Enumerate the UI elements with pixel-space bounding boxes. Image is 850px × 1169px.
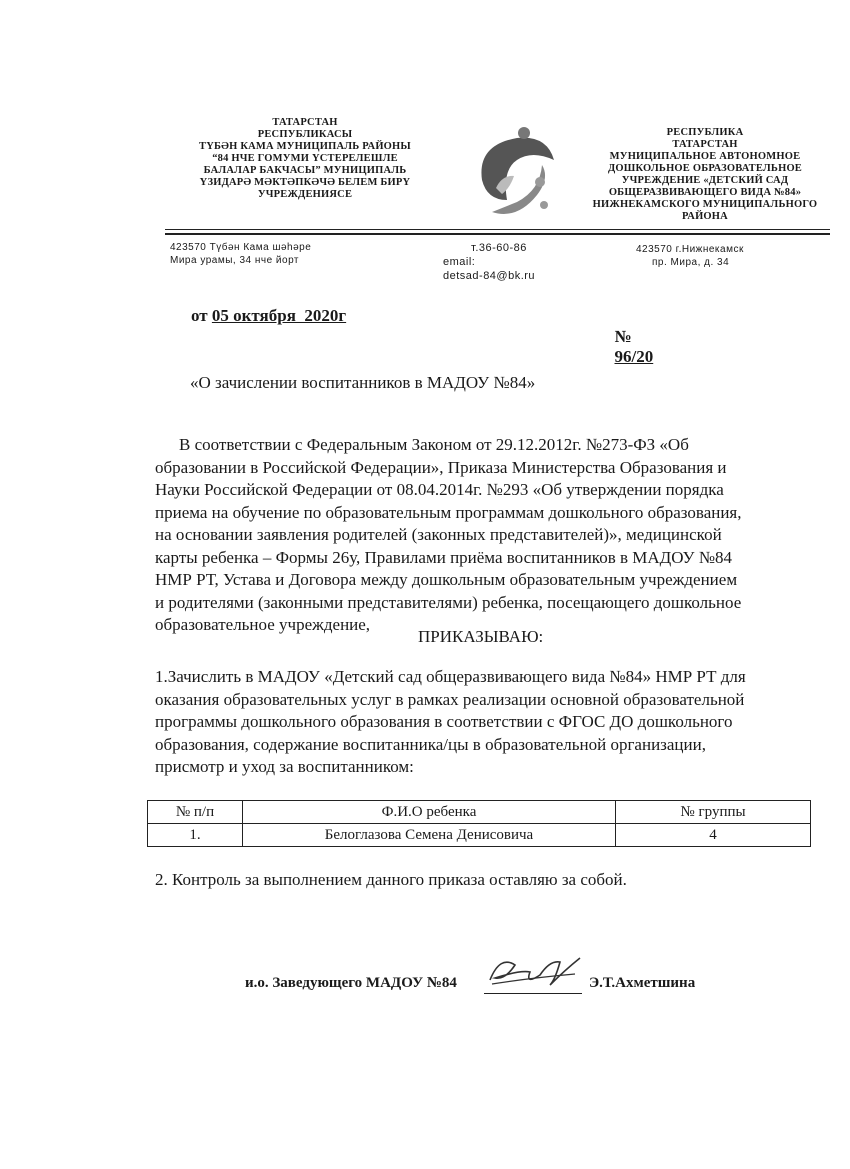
preamble-line: карты ребенка – Формы 26у, Правилами приёма воспитанников в МАДОУ №84 <box>155 547 733 567</box>
item-1-line: оказания образовательных услуг в рамках реализации основной образовательной <box>155 689 745 709</box>
header-right-line: РАЙОНА <box>682 211 728 222</box>
header-left-line: БАЛАЛАР БАКЧАСЫ” МУНИЦИПАЛЬ <box>203 165 407 176</box>
header-divider <box>165 229 830 230</box>
address-left <box>170 241 311 267</box>
email-label: email: <box>443 256 476 268</box>
address-left-line: 423570 Түбән Кама шәһәре <box>170 242 312 253</box>
preamble-line: образовании в Российской Федерации», Приказа Министерства Образования и <box>155 457 727 477</box>
table-cell: 4 <box>616 824 811 847</box>
header-divider <box>165 233 830 235</box>
header-left-line: ТҮБӘН КАМА МУНИЦИПАЛЬ РАЙОНЫ <box>199 141 411 152</box>
preamble-line: приема на обучение по образовательным программам дошкольного образования, <box>155 502 742 522</box>
header-right-line: УЧРЕЖДЕНИЕ «ДЕТСКИЙ САД <box>621 175 789 186</box>
order-number: 96/20 <box>614 347 654 366</box>
item-1-line: образования, содержание воспитанника/цы в образовательной организации, <box>155 734 706 754</box>
header-left-line: УЧРЕЖДЕНИЯСЕ <box>257 189 353 200</box>
signature-name: Э.Т.Ахметшина <box>589 975 696 991</box>
item-1-line: программы дошкольного образования в соответствии с ФГОС ДО дошкольного <box>155 712 733 731</box>
preamble-line: Науки Российской Федерации от 08.04.2014г. №293 «Об утверждении порядка <box>155 480 724 499</box>
order-date-line <box>191 306 346 326</box>
email-address: detsad-84@bk.ru <box>443 270 536 282</box>
children-table <box>147 800 811 847</box>
preamble <box>155 434 835 637</box>
number-prefix: № <box>614 327 632 346</box>
table-header-cell: № п/п <box>148 801 243 824</box>
address-right-line: пр. Мира, д. 34 <box>652 257 730 268</box>
header-right-line: РЕСПУБЛИКА <box>666 127 744 138</box>
header-right-line: ДОШКОЛЬНОЕ ОБРАЗОВАТЕЛЬНОЕ <box>607 163 803 174</box>
item-1 <box>155 666 835 779</box>
header-left-block <box>180 117 430 201</box>
item-2: 2. Контроль за выполнением данного приказа оставляю за собой. <box>155 870 627 889</box>
header-right-line: ТАТАРСТАН <box>672 139 738 150</box>
command-heading: ПРИКАЗЫВАЮ: <box>418 627 544 646</box>
preamble-line: НМР РТ, Устава и Договора между дошкольным образовательным учреждением <box>155 570 738 589</box>
date-prefix: от <box>191 306 208 325</box>
phone-number: т.36-60-86 <box>471 242 527 254</box>
address-left-line: Мира урамы, 34 нче йорт <box>170 255 299 266</box>
header-left-line: “84 НЧЕ ГОМУМИ ҮСТЕРЕЛЕШЛЕ <box>212 153 398 164</box>
contacts <box>443 241 535 283</box>
table-cell: 1. <box>148 824 243 847</box>
header-left-line: РЕСПУБЛИКАСЫ <box>257 129 353 140</box>
table-row <box>148 824 811 847</box>
header-right-line: НИЖНЕКАМСКОГО МУНИЦИПАЛЬНОГО <box>592 199 818 210</box>
address-right-line: 423570 г.Нижнекамск <box>636 244 744 255</box>
order-date: 05 октября 2020г <box>211 306 347 325</box>
header-left-line: ТАТАРСТАН <box>272 117 338 128</box>
header-left-line: ҮЗИДАРӘ МӘКТӘПКӘЧӘ БЕЛЕМ БИРҮ <box>199 177 411 188</box>
preamble-line: образовательное учреждение, <box>155 615 371 634</box>
table-header-cell: Ф.И.О ребенка <box>243 801 616 824</box>
table-header-cell: № группы <box>616 801 811 824</box>
order-title: «О зачислении воспитанников в МАДОУ №84» <box>190 373 536 392</box>
preamble-line: на основании заявления родителей (законных представителей)», медицинской <box>155 525 722 544</box>
header-right-line: ОБЩЕРАЗВИВАЮЩЕГО ВИДА №84» <box>608 187 802 198</box>
preamble-line: и родителями (законными представителями) ребенка, посещающего дошкольное <box>155 592 742 612</box>
table-header-row <box>148 801 811 824</box>
handwritten-signature <box>480 950 590 995</box>
header-right-line: МУНИЦИПАЛЬНОЕ АВТОНОМНОЕ <box>609 151 801 162</box>
kindergarten-logo-icon <box>462 120 562 230</box>
order-number-line <box>606 307 653 367</box>
preamble-line: В соответствии с Федеральным Законом от 29.12.2012г. №273-ФЗ «Об <box>179 435 689 454</box>
signature-role: и.о. Заведующего МАДОУ №84 <box>245 975 457 991</box>
address-right <box>636 243 744 269</box>
item-1-line: 1.Зачислить в МАДОУ «Детский сад общеразвивающего вида №84» НМР РТ для <box>155 667 746 686</box>
header-right-block <box>585 127 825 223</box>
table-cell: Белоглазова Семена Денисовича <box>243 824 616 847</box>
item-1-line: присмотр и уход за воспитанником: <box>155 757 414 776</box>
